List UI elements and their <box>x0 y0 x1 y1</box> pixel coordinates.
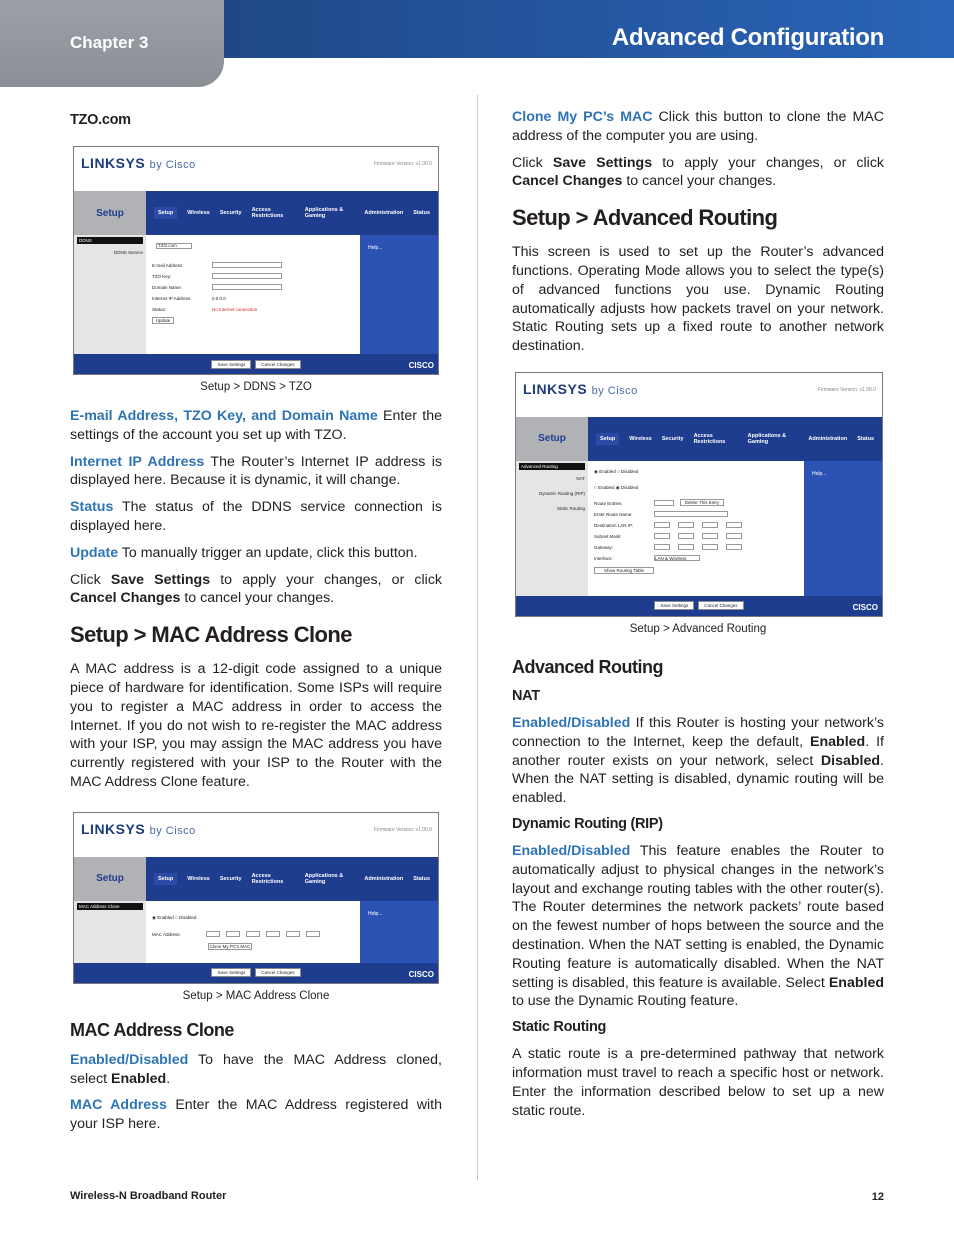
caption-mac-clone: Setup > MAC Address Clone <box>182 989 330 1002</box>
adv-routing-heading: Setup > Advanced Routing <box>512 205 778 231</box>
para-mac-address: MAC Address Enter the MAC Address registered with your ISP here. <box>70 1097 442 1133</box>
screenshot-tzo: LINKSYS by Cisco Firmware Version: v1.00.0 Setup Setup Wireless Security Access Restrictions Applications & Gaming Administration Status DDNS DDNS Service TZO.com E-mail Address: TZO Key: Domain Name: Internet IP Address: Status: 0.0.0.0 No Internet connection Update Help... Save Settings Cancel Changes CISCO <box>73 146 439 375</box>
para-clone-pc: Clone My PC’s MAC Click this button to clone the MAC address of the computer you are using. <box>512 109 884 144</box>
para-update: Update To manually trigger an update, click this button. <box>70 544 418 561</box>
footer-product: Wireless-N Broadband Router <box>70 1190 227 1202</box>
screenshot-adv-routing: LINKSYS by Cisco Firmware Version: v1.00.0 Setup Setup Wireless Security Access Restrictions Applications & Gaming Administration Status Advanced Routing NAT Dynamic Routing (RIP) Static Routing ◉ Enabled ○ Disabled ○ Enabled ◉ Disabled Route Entries: Enter Route Name: Destination LAN IP: Subnet Mask: Gateway: Interface: Delete This Entry LAN & Wireless Show Routing Table Help... Save Settings Cancel Changes CISCO <box>515 372 883 617</box>
para-rip: Enabled/Disabled This feature enables the Router to automatically adjust to physical changes in the network’s layout and exchange routing tables with the other router(s). The Router determines the network packets’ route based on the fewest number of hops between the source and the destination. When the NAT setting is enabled, the Dynamic Routing feature is automatically disabled. When the NAT setting is disabled, this feature is available. Select Enabled to use the Dynamic Routing feature. <box>512 842 884 1010</box>
para-status: Status The status of the DDNS service connection is displayed here. <box>70 499 442 534</box>
nat-heading: NAT <box>512 687 540 704</box>
para-save-right: Click Save Settings to apply your changes, or click Cancel Changes to cancel your changes. <box>512 154 885 190</box>
page-number: 12 <box>871 1191 884 1203</box>
para-static: A static route is a pre-determined pathway that network information must travel to reach a specific host or network. Enter the information described below to set up a new static route. <box>512 1046 884 1119</box>
caption-tzo: Setup > DDNS > TZO <box>200 381 312 393</box>
static-heading: Static Routing <box>512 1019 607 1036</box>
mac-clone-heading: Setup > MAC Address Clone <box>70 622 352 648</box>
para-save: Click Save Settings to apply your changes, or click Cancel Changes to cancel your changes. <box>70 571 443 607</box>
adv-routing-subheading: Advanced Routing <box>512 656 664 677</box>
para-internet-ip: Internet IP Address The Router’s Internet IP address is displayed here. Because it is dynamic, it will change. <box>70 453 442 489</box>
para-nat: Enabled/Disabled If this Router is hosting your network’s connection to the Internet, keep the default, Enabled. If another router exists on your network, select Disabled. When the NAT setting is disabled, dynamic routing will be enabled. <box>512 714 884 807</box>
rip-heading: Dynamic Routing (RIP) <box>512 815 663 832</box>
caption-adv-routing: Setup > Advanced Routing <box>629 622 767 635</box>
tzo-heading: TZO.com <box>70 112 131 128</box>
chapter-label: Chapter 3 <box>70 33 149 52</box>
nav-tabs: Setup Wireless Security Access Restrictions Applications & Gaming Administration Status <box>146 191 438 235</box>
column-divider <box>477 95 478 1180</box>
para-mac-intro: A MAC address is a 12-digit code assigned to a unique piece of hardware for identification. Some ISPs will require you to register a MAC address in order to access the Internet. If you do not wish to re-register the MAC address with your ISP, you may assign the MAC address you have currently registered with your ISP to the Router with the MAC Address Clone feature. <box>70 661 442 790</box>
page-title: Advanced Configuration <box>611 24 884 51</box>
para-adv-intro: This screen is used to set up the Router’s advanced functions. Operating Mode allows you to select the type(s) of advanced functions you use. Dynamic Routing automatically adjusts how packets travel on your network. Static Routing sets up a fixed route to another network destination. <box>512 244 884 355</box>
nav-section: Setup <box>74 191 146 235</box>
screenshot-mac-clone: LINKSYS by Cisco Firmware Version: v1.00.0 Setup Setup Wireless Security Access Restrictions Applications & Gaming Administration Status MAC Address Clone ◉ Enabled ○ Disabled MAC Address: Clone My PC's MAC Help... Save Settings Cancel Changes CISCO <box>73 812 439 984</box>
mac-clone-subheading: MAC Address Clone <box>70 1019 234 1040</box>
left-column <box>70 108 442 1142</box>
para-email: E-mail Address, TZO Key, and Domain Name Enter the settings of the account you set up with TZO. <box>70 408 442 443</box>
para-mac-enabled: Enabled/Disabled To have the MAC Address cloned, select Enabled. <box>70 1051 442 1087</box>
linksys-logo: LINKSYS by Cisco <box>81 155 196 171</box>
chapter-tab <box>0 0 224 87</box>
right-column <box>512 108 884 1128</box>
